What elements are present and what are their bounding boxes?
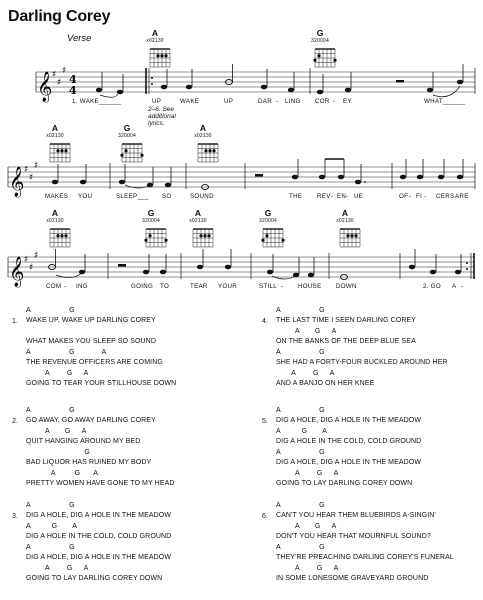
verse-lyric-line: WAKE UP, WAKE UP DARLING COREY <box>26 317 156 324</box>
verse-lyric-line: AND A BANJO ON HER KNEE <box>276 380 375 387</box>
verse-number: 2. <box>12 418 18 425</box>
verse-lyric-line: WHAT MAKES YOU SLEEP SO SOUND <box>26 338 156 345</box>
verse-lyric-line: THEY'RE PREACHING DARLING COREY'S FUNERAL <box>276 554 454 561</box>
time-sig-bottom: 4 <box>69 84 77 97</box>
lyric-syllable: HOUSE <box>298 283 322 290</box>
lyric-syllable: 2. GO <box>423 283 442 290</box>
lyric-syllable: FI <box>416 193 423 200</box>
verse-lyric-line: BAD LIQUOR HAS RUINED MY BODY <box>26 459 152 466</box>
lyric-syllable: EY <box>343 98 352 105</box>
verse-lyric-line: DON'T YOU HEAR THAT MOURNFUL SOUND? <box>276 533 431 540</box>
chord-diagram-g: G 320004 <box>253 208 283 224</box>
chord-diagram-a: A x02130 <box>40 208 70 224</box>
song-title: Darling Corey <box>8 8 111 25</box>
verse-lyric-line: DIG A HOLE, DIG A HOLE IN THE MEADOW <box>276 417 422 424</box>
verse-chord-line: A G <box>276 449 325 456</box>
verse-number: 5. <box>262 418 268 425</box>
verse-chord-line: A G <box>26 307 75 314</box>
chord-diagram-a: A x02130 <box>183 208 213 224</box>
lyric-syllable: YOUR <box>218 283 238 290</box>
lyric-syllable: - <box>346 193 349 200</box>
verse-chord-line: A G <box>276 544 325 551</box>
verse-chord-line: A G A <box>276 565 339 572</box>
lyric-syllable: - <box>409 193 412 200</box>
verse-chord-line: A G A <box>276 328 337 335</box>
lyric-syllable: OF <box>399 193 409 200</box>
verse-chord-line: A G <box>26 407 75 414</box>
lyric-syllable: SOUND <box>190 193 214 200</box>
lyric-syllable: THE <box>289 193 303 200</box>
lyric-syllable: 1. WAKE______ <box>72 98 122 105</box>
lyric-syllable: MAKES <box>45 193 69 200</box>
verse-lyric-line: IN SOME LONESOME GRAVEYARD GROUND <box>276 575 429 582</box>
chord-diagram-a: A x02130 <box>330 208 360 224</box>
lyric-syllable: UP <box>224 98 234 105</box>
lyric-syllable: - <box>461 283 464 290</box>
verse-lyric-line: GO AWAY, GO AWAY DARLING COREY <box>26 417 156 424</box>
verse-lyric-line: PRETTY WOMEN HAVE GONE TO MY HEAD <box>26 480 175 487</box>
additional-lyrics-note: 2–6. See additional lyrics. <box>148 106 176 127</box>
chord-diagram-g: G 320004 <box>112 123 142 139</box>
verse-chord-line: A G A <box>276 370 335 377</box>
lyric-syllable: LING <box>285 98 301 105</box>
verse-chord-line: G <box>26 449 90 456</box>
verse-chord-line: A G <box>276 407 325 414</box>
verse-chord-line: A G A <box>26 470 98 477</box>
svg-text:♯: ♯ <box>29 263 34 273</box>
lyric-syllable: - <box>276 98 279 105</box>
verse-chord-line: A G <box>276 307 325 314</box>
verse-number: 3. <box>12 513 18 520</box>
svg-text:♯: ♯ <box>34 251 39 261</box>
lyric-syllable: COM <box>46 283 62 290</box>
time-sig-top: 4 <box>69 73 77 86</box>
verse-chord-line: A G A <box>276 470 339 477</box>
verse-lyric-line: THE LAST TIME I SEEN DARLING COREY <box>276 317 417 324</box>
verse-lyric-line: DIG A HOLE IN THE COLD, COLD GROUND <box>26 533 172 540</box>
lyric-syllable: REV <box>317 193 331 200</box>
chord-diagram-g: G 320004 <box>305 28 335 44</box>
chord-diagram-a: A x02130 <box>140 28 170 44</box>
verse-chord-line: A G A <box>26 349 107 356</box>
verse-lyric-line: GOING TO LAY DARLING COREY DOWN <box>26 575 163 582</box>
lyric-syllable: - <box>424 193 427 200</box>
verse-lyric-line: CAN'T YOU HEAR THEM BLUEBIRDS A-SINGIN' <box>276 512 436 519</box>
svg-text:♯: ♯ <box>57 78 62 88</box>
verse-chord-line: A G <box>276 502 325 509</box>
lyric-syllable: - <box>333 98 336 105</box>
verse-chord-line: A G A <box>26 565 89 572</box>
verse-lyric-line: GOING TO TEAR YOUR STILLHOUSE DOWN <box>26 380 177 387</box>
verse-chord-line: A G A <box>26 370 89 377</box>
verse-chord-line: A G A <box>276 428 327 435</box>
lyric-syllable: WAKE <box>180 98 200 105</box>
lyric-syllable: YOU <box>78 193 93 200</box>
svg-text:♯: ♯ <box>24 165 29 175</box>
lyric-syllable: UE <box>354 193 364 200</box>
lyric-syllable: WHAT______ <box>424 98 466 105</box>
lyric-syllable: DOWN <box>336 283 357 290</box>
svg-text:♯: ♯ <box>34 161 39 171</box>
verse-lyric-line: QUIT HANGING AROUND MY BED <box>26 438 141 445</box>
lyric-syllable: - <box>331 193 334 200</box>
lyric-syllable: UP <box>152 98 162 105</box>
verse-number: 6. <box>262 513 268 520</box>
lyric-syllable: ARE <box>455 193 469 200</box>
lyric-syllable: EN <box>337 193 347 200</box>
lyric-syllable: SO <box>162 193 172 200</box>
verse-chord-line: A G A <box>26 428 87 435</box>
verse-number: 1. <box>12 318 18 325</box>
lyric-syllable: - <box>281 283 284 290</box>
lyric-syllable: COR <box>315 98 330 105</box>
lyric-syllable: A <box>452 283 457 290</box>
lyric-syllable: CERS <box>436 193 455 200</box>
verse-chord-line: A G A <box>26 523 77 530</box>
lyric-syllable: - <box>64 283 67 290</box>
verse-chord-line: A G <box>26 544 75 551</box>
svg-text:♯: ♯ <box>29 173 34 183</box>
lyric-syllable: TEAR <box>190 283 208 290</box>
section-label: Verse <box>67 33 92 44</box>
verse-chord-line: A G A <box>276 523 337 530</box>
lyric-syllable: GOING <box>131 283 154 290</box>
treble-clef-icon: 𝄞 <box>37 72 53 102</box>
chord-diagram-g: G 320004 <box>136 208 166 224</box>
lyric-syllable: STILL <box>259 283 278 290</box>
verse-lyric-line: GOING TO LAY DARLING COREY DOWN <box>276 480 413 487</box>
treble-clef-icon: 𝄞 <box>9 167 25 197</box>
verse-lyric-line: DIG A HOLE, DIG A HOLE IN THE MEADOW <box>276 459 422 466</box>
verse-chord-line: A G <box>26 502 75 509</box>
verse-lyric-line: DIG A HOLE IN THE COLD, COLD GROUND <box>276 438 422 445</box>
lyric-syllable: DAR <box>258 98 272 105</box>
verse-number: 4. <box>262 318 268 325</box>
verse-chord-line: A G <box>276 349 325 356</box>
lyric-syllable: ING <box>76 283 88 290</box>
svg-text:♯: ♯ <box>52 70 57 80</box>
chord-diagram-a: A x02130 <box>40 123 70 139</box>
chord-diagram-a: A x02130 <box>188 123 218 139</box>
treble-clef-icon: 𝄞 <box>9 257 25 287</box>
svg-text:♯: ♯ <box>62 66 67 76</box>
verse-lyric-line: SHE HAD A FORTY-FOUR BUCKLED AROUND HER <box>276 359 448 366</box>
verse-lyric-line: DIG A HOLE, DIG A HOLE IN THE MEADOW <box>26 512 172 519</box>
lyric-syllable: SLEEP___ <box>116 193 149 200</box>
lyric-syllable: TO <box>160 283 170 290</box>
verse-lyric-line: ON THE BANKS OF THE DEEP BLUE SEA <box>276 338 416 345</box>
verse-lyric-line: DIG A HOLE, DIG A HOLE IN THE MEADOW <box>26 554 172 561</box>
svg-text:♯: ♯ <box>24 255 29 265</box>
verse-lyric-line: THE REVENUE OFFICERS ARE COMING <box>26 359 163 366</box>
